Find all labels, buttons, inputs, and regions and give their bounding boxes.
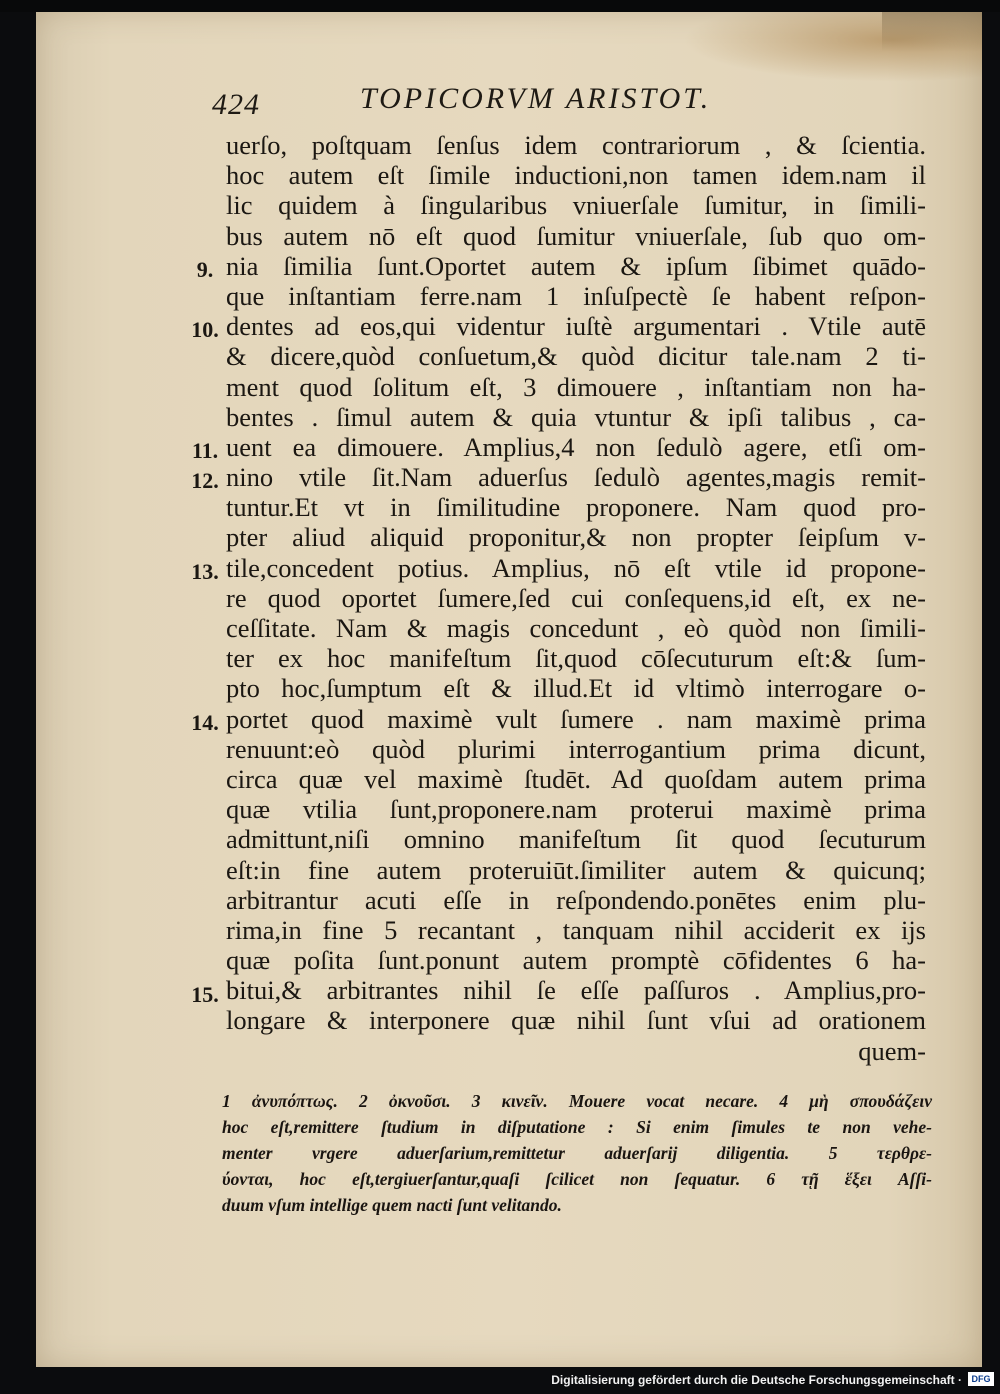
marginal-number: 15. [191, 981, 219, 1007]
text-line: pter aliud aliquid proponitur,& non propter ſeipſum v- [226, 522, 926, 553]
text-line: nia ſimilia ſunt.Oportet autem & ipſum ſibimet quādo- [226, 250, 926, 281]
text-line: quæ vtilia ſunt,proponere.nam proterui maximè prima [226, 794, 926, 825]
text-line: circa quæ vel maximè ſtudēt. Ad quoſdam autem prima [226, 763, 926, 794]
text-line: lic quidem à ſingularibus vniuerſale ſumitur, in ſimili- [226, 190, 926, 221]
dfg-logo: DFG [968, 1372, 994, 1386]
text-line: pto hoc,ſumptum eſt & illud.Et id vltimò interrogare o- [226, 673, 926, 704]
text-line: nino vtile ſit.Nam aduerſus ſedulò agentes,magis remit- [226, 462, 926, 493]
marginal-number: 11. [191, 438, 219, 463]
text-line: bus autem nō eſt quod ſumitur vniuerſale, ſub quo om- [226, 220, 926, 251]
text-line: renuunt:eò quòd plurimi interrogantium prima dicunt, [226, 733, 926, 764]
text-line: eſt:in fine autem proteruiūt.ſimiliter autem & quicunq; [226, 854, 926, 885]
text-line: re quod oportet ſumere,ſed cui conſequens,id eſt, ex ne- [226, 582, 926, 613]
running-head: TOPICORVM ARISTOT. [360, 82, 712, 115]
footnote-line: 1 ἀνυπόπτως. 2 ὀκνοῦσι. 3 κινεῖν. Mouere vocat necare. 4 μὴ σπουδάζειν [222, 1091, 932, 1111]
text-line: bentes . ſimul autem & quia vtuntur & ipſi talibus , ca- [226, 401, 926, 432]
text-line: hoc autem eſt ſimile inductioni,non tamen idem.nam il [226, 160, 926, 191]
text-line: quæ poſita ſunt.ponunt autem promptè cōfidentes 6 ha- [226, 945, 926, 976]
text-line: ter ex hoc manifeſtum ſit,quod cōſecuturum eſt:& ſum- [226, 643, 926, 674]
text-line: longare & interponere quæ nihil ſunt vſui ad orationem [226, 1005, 926, 1036]
marginal-number: 14. [191, 709, 219, 735]
page-corner-shadow [882, 12, 982, 52]
footnote-line: menter vrgere aduerſarium,remittetur aduerſarij diligentia. 5 τερθρε- [222, 1143, 932, 1163]
scan-border-top [0, 0, 1000, 12]
text-line: que inſtantiam ferre.nam 1 inſuſpectè ſe habent reſpon- [226, 280, 926, 311]
marginal-number: 13. [191, 558, 219, 584]
marginal-number: 10. [191, 317, 219, 343]
text-line: admittunt,niſi omnino manifeſtum ſit quod ſecuturum [226, 824, 926, 855]
text-line: quem- [858, 1035, 926, 1066]
footnote-line: duum vſum intellige quem nacti ſunt velitando. [222, 1195, 562, 1215]
text-line: dentes ad eos,qui videntur iuſtè argumentari . Vtile autē [226, 311, 926, 342]
funding-credit: Digitalisierung gefördert durch die Deutsche Forschungsgemeinschaft · [551, 1373, 962, 1387]
text-line: arbitrantur acuti eſſe in reſpondendo.ponētes enim plu- [226, 884, 926, 915]
footnote-line: hoc eſt,remittere ſtudium in diſputatione : Si enim ſimules te non vehe- [222, 1117, 932, 1137]
marginal-number: 9. [196, 256, 214, 282]
main-text-block [226, 130, 926, 1066]
digitization-footer [0, 1367, 1000, 1394]
text-line: uent ea dimouere. Amplius,4 non ſedulò agere, etſi om- [226, 431, 926, 462]
text-line: tuntur.Et vt in ſimilitudine proponere. Nam quod pro- [226, 492, 926, 523]
text-line: rima,in fine 5 recantant , tanquam nihil acciderit ex ijs [226, 914, 926, 945]
footnotes-block [222, 1088, 932, 1218]
text-line: bitui,& arbitrantes nihil ſe eſſe paſſuros . Amplius,pro- [226, 975, 926, 1006]
text-line: & dicere,quòd conſuetum,& quòd dicitur tale.nam 2 ti- [226, 341, 926, 372]
text-line: tile,concedent potius. Amplius, nō eſt vtile id propone- [226, 552, 926, 583]
text-line: ment quod ſolitum eſt, 3 dimouere , inſtantiam non ha- [226, 371, 926, 402]
text-line: uerſo, poſtquam ſenſus idem contrariorum , & ſcientia. [226, 130, 926, 160]
footnote-line: ύονται, hoc eſt,tergiuerſantur,quaſi ſcilicet non ſequatur. 6 τῇ ἕξει Aſſi- [222, 1169, 932, 1189]
text-line: ceſſitate. Nam & magis concedunt , eò quòd non ſimili- [226, 613, 926, 643]
page-number: 424 [212, 88, 260, 121]
marginal-number: 12. [191, 468, 219, 494]
text-line: portet quod maximè vult ſumere . nam maximè prima [226, 703, 926, 734]
